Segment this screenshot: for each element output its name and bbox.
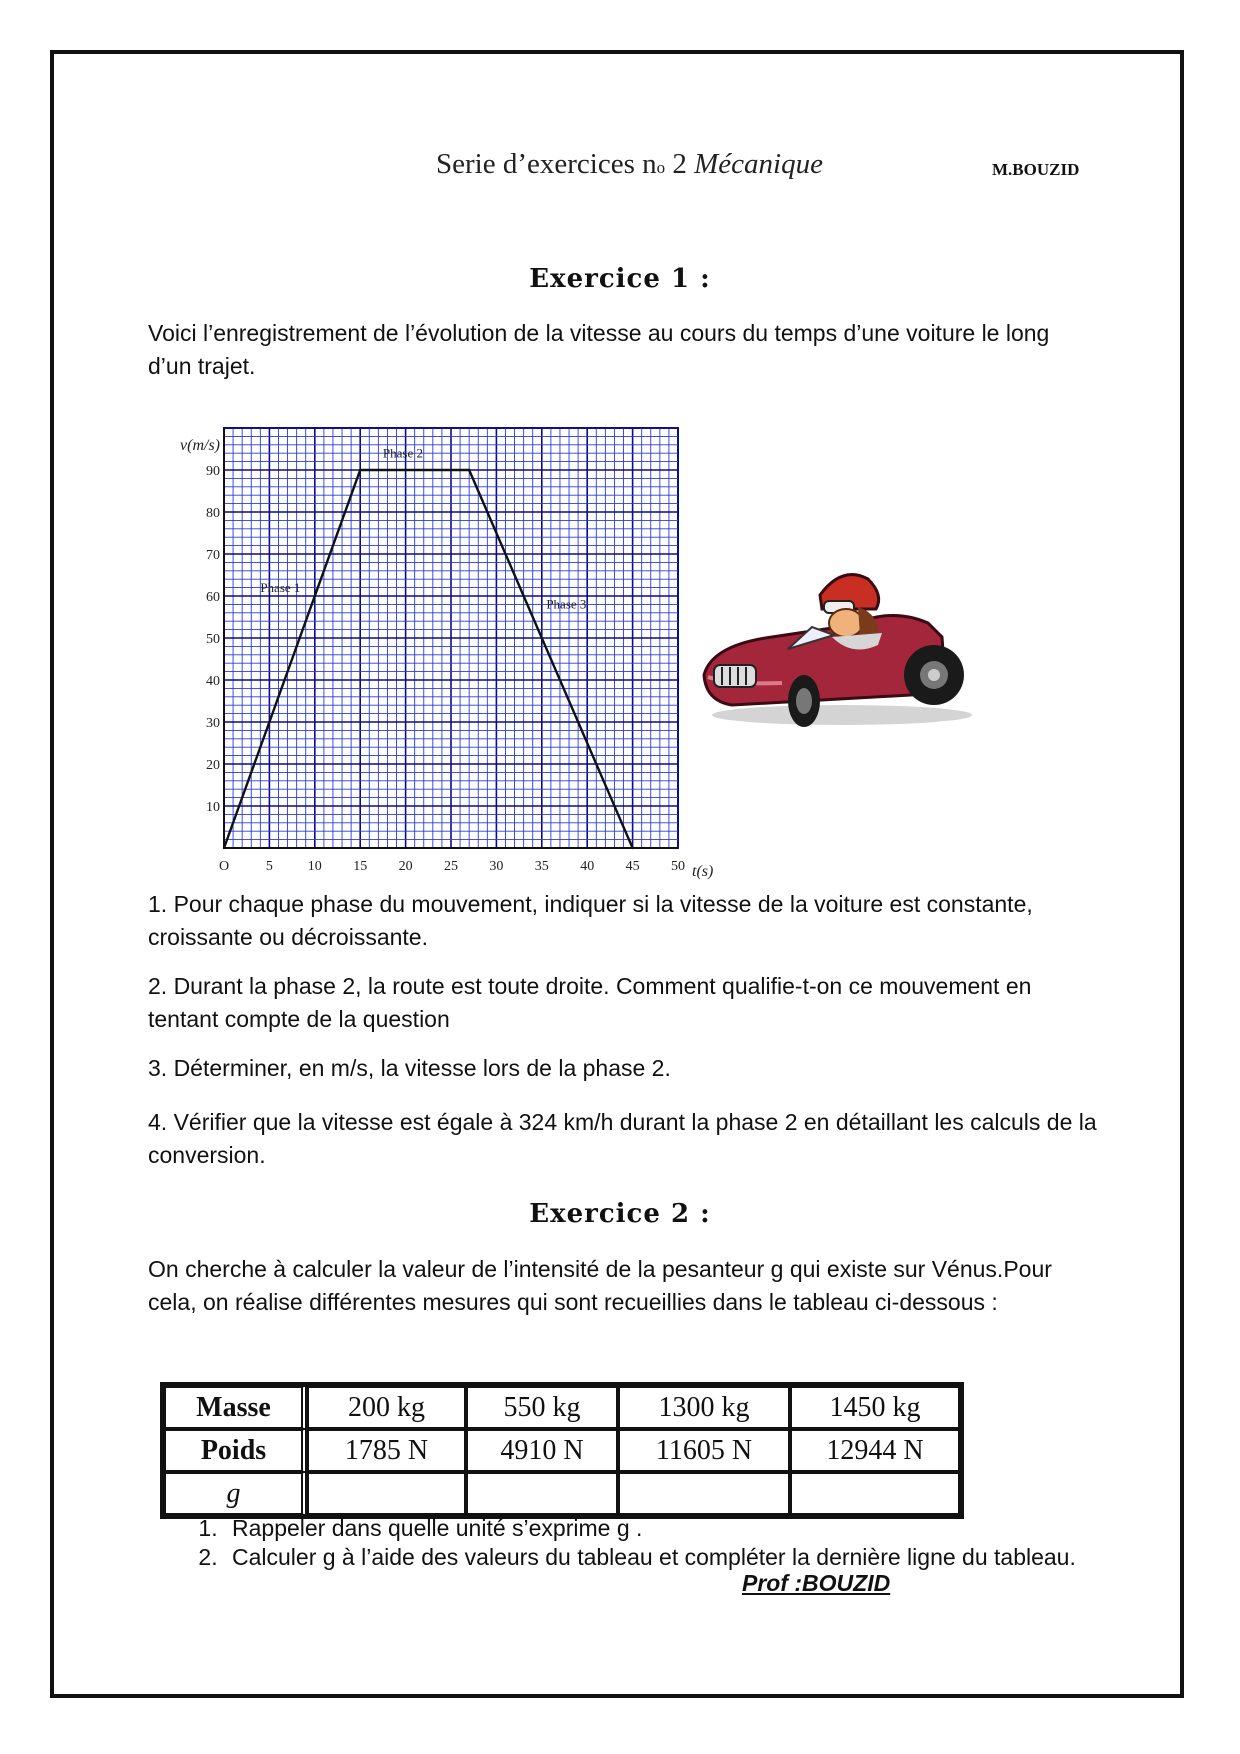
- signature: Prof :BOUZID: [742, 1570, 891, 1596]
- y-axis-label: v(m/s): [180, 437, 220, 454]
- x-tick-label: 15: [353, 859, 368, 874]
- y-tick-label: 60: [206, 590, 220, 605]
- row-header-mass: Masse: [164, 1386, 307, 1429]
- table-cell: 1450 kg: [790, 1386, 960, 1429]
- table-cell: 550 kg: [466, 1386, 618, 1429]
- table-row-g: [164, 1472, 960, 1515]
- x-tick-label: 40: [580, 859, 595, 874]
- y-tick-label: 80: [206, 506, 220, 521]
- row-header-weight: Poids: [164, 1429, 307, 1472]
- exercise2-question-2: 2. Calculer g à l’aide des valeurs du tableau et compléter la dernière ligne du tableau.: [224, 1543, 1124, 1572]
- exercise1-intro: Voici l’enregistrement de l’évolution de la vitesse au cours du temps d’une voiture le long d’un trajet.: [148, 320, 1050, 379]
- x-tick-label: 20: [398, 859, 413, 874]
- y-tick-label: 90: [206, 464, 220, 479]
- x-tick-label: 30: [489, 859, 504, 874]
- y-tick-label: 40: [206, 674, 220, 689]
- table-cell: 11605 N: [618, 1429, 790, 1472]
- page-header: [0, 148, 1240, 188]
- table-cell: 12944 N: [790, 1429, 960, 1472]
- author: M.BOUZID: [992, 160, 1080, 179]
- table-cell-empty: [307, 1472, 466, 1515]
- series-point: [631, 847, 633, 849]
- x-axis-label: t(s): [692, 863, 714, 880]
- table-row-weight: [164, 1429, 960, 1472]
- x-tick-label: 25: [444, 859, 458, 874]
- exercise2-intro: On cherche à calculer la valeur de l’intensité de la pesanteur g qui existe sur Vénus.Pour cela, on réalise différentes mesures qui sont recueillies dans le tableau ci-dessous :: [148, 1256, 1052, 1315]
- x-tick-label: 10: [307, 859, 322, 874]
- exercise1-question-4: 4. Vérifier que la vitesse est égale à 324 km/h durant la phase 2 en détaillant les calculs de la conversion.: [148, 1109, 1097, 1168]
- table-cell: 4910 N: [466, 1429, 618, 1472]
- y-tick-label: 30: [206, 716, 220, 731]
- phase-label-3: Phase 3: [546, 596, 587, 612]
- exercise1-question-2: 2. Durant la phase 2, la route est toute droite. Comment qualifie-t-on ce mouvement en tentant compte de la question: [148, 973, 1032, 1032]
- exercise1-question-3: 3. Déterminer, en m/s, la vitesse lors de la phase 2.: [148, 1055, 671, 1081]
- x-tick-label: 35: [534, 859, 549, 874]
- exercise1-title: Exercice 1 :: [529, 264, 711, 294]
- y-tick-label: 50: [206, 632, 220, 647]
- x-tick-label: 5: [265, 859, 273, 874]
- exercise1-question-1: 1. Pour chaque phase du mouvement, indiquer si la vitesse de la voiture est constante, croissante ou décroissante.: [148, 891, 1033, 950]
- y-tick-label: 70: [206, 548, 220, 563]
- phase-label-1: Phase 1: [260, 579, 301, 595]
- series-point: [223, 847, 225, 849]
- y-tick-label: 20: [206, 758, 220, 773]
- velocity-chart: [150, 418, 714, 880]
- x-tick-label: 50: [671, 859, 685, 874]
- table-cell: 1785 N: [307, 1429, 466, 1472]
- x-tick-label: O: [218, 859, 230, 874]
- phase-label-2: Phase 2: [382, 445, 423, 461]
- table-cell: 200 kg: [307, 1386, 466, 1429]
- table-cell-empty: [466, 1472, 618, 1515]
- table-row-mass: [164, 1386, 960, 1429]
- table-cell-empty: [790, 1472, 960, 1515]
- page-title: Serie d’exercices no 2 Mécanique: [436, 148, 823, 180]
- exercise2-question-1: 1. Rappeler dans quelle unité s’exprime g .: [224, 1514, 1124, 1543]
- table-cell-empty: [618, 1472, 790, 1515]
- y-tick-label: 10: [206, 800, 220, 815]
- exercise2-questions: [178, 1514, 1124, 1572]
- row-header-g: g: [164, 1472, 307, 1515]
- table-cell: 1300 kg: [618, 1386, 790, 1429]
- series-point: [359, 469, 361, 471]
- race-car-illustration: [692, 565, 976, 735]
- x-tick-label: 45: [625, 859, 640, 874]
- series-point: [468, 469, 470, 471]
- exercise2-title: Exercice 2 :: [529, 1199, 711, 1229]
- measurement-table: [160, 1382, 964, 1519]
